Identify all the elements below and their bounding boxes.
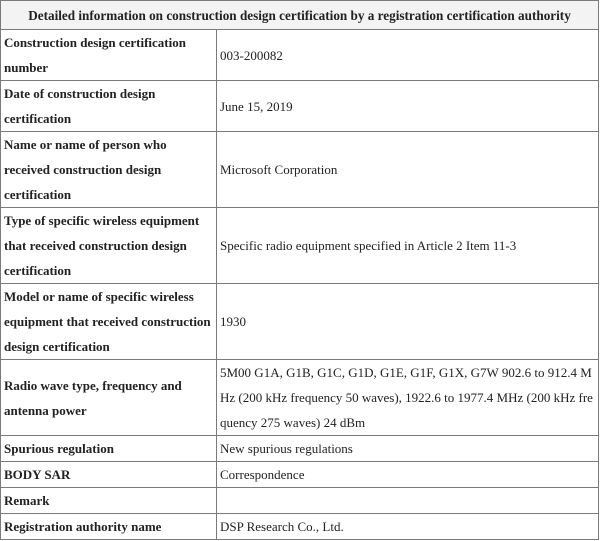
row-label-radio-wave: Radio wave type, frequency and antenna power: [1, 360, 217, 436]
row-label-recipient-name: Name or name of person who received construction design certification: [1, 132, 217, 208]
table-row: [1, 132, 599, 208]
table-row: [1, 81, 599, 132]
row-value-equipment-model: 1930: [217, 284, 599, 360]
table-row: [1, 514, 599, 540]
table-row: [1, 462, 599, 488]
row-value-radio-wave: 5M00 G1A, G1B, G1C, G1D, G1E, G1F, G1X, G7W 902.6 to 912.4 MHz (200 kHz frequency 50 waves), 1922.6 to 1977.4 MHz (200 kHz frequency 275 waves) 24 dBm: [217, 360, 599, 436]
table-row: [1, 30, 599, 81]
row-label-registration-authority: Registration authority name: [1, 514, 217, 540]
table-row: [1, 360, 599, 436]
table-row: [1, 208, 599, 284]
row-value-registration-authority: DSP Research Co., Ltd.: [217, 514, 599, 540]
row-value-equipment-type: Specific radio equipment specified in Article 2 Item 11-3: [217, 208, 599, 284]
row-label-spurious-regulation: Spurious regulation: [1, 436, 217, 462]
row-value-body-sar: Correspondence: [217, 462, 599, 488]
table-title: Detailed information on construction design certification by a registration certification authority: [1, 1, 599, 30]
row-value-spurious-regulation: New spurious regulations: [217, 436, 599, 462]
row-label-equipment-type: Type of specific wireless equipment that received construction design certification: [1, 208, 217, 284]
row-label-remark: Remark: [1, 488, 217, 514]
table-row: [1, 284, 599, 360]
row-label-body-sar: BODY SAR: [1, 462, 217, 488]
row-label-equipment-model: Model or name of specific wireless equipment that received construction design certification: [1, 284, 217, 360]
row-label-certification-number: Construction design certification number: [1, 30, 217, 81]
row-value-certification-number: 003-200082: [217, 30, 599, 81]
row-value-recipient-name: Microsoft Corporation: [217, 132, 599, 208]
row-value-certification-date: June 15, 2019: [217, 81, 599, 132]
table-header-row: [1, 1, 599, 30]
table-row: [1, 488, 599, 514]
row-value-remark: [217, 488, 599, 514]
row-label-certification-date: Date of construction design certification: [1, 81, 217, 132]
table-row: [1, 436, 599, 462]
